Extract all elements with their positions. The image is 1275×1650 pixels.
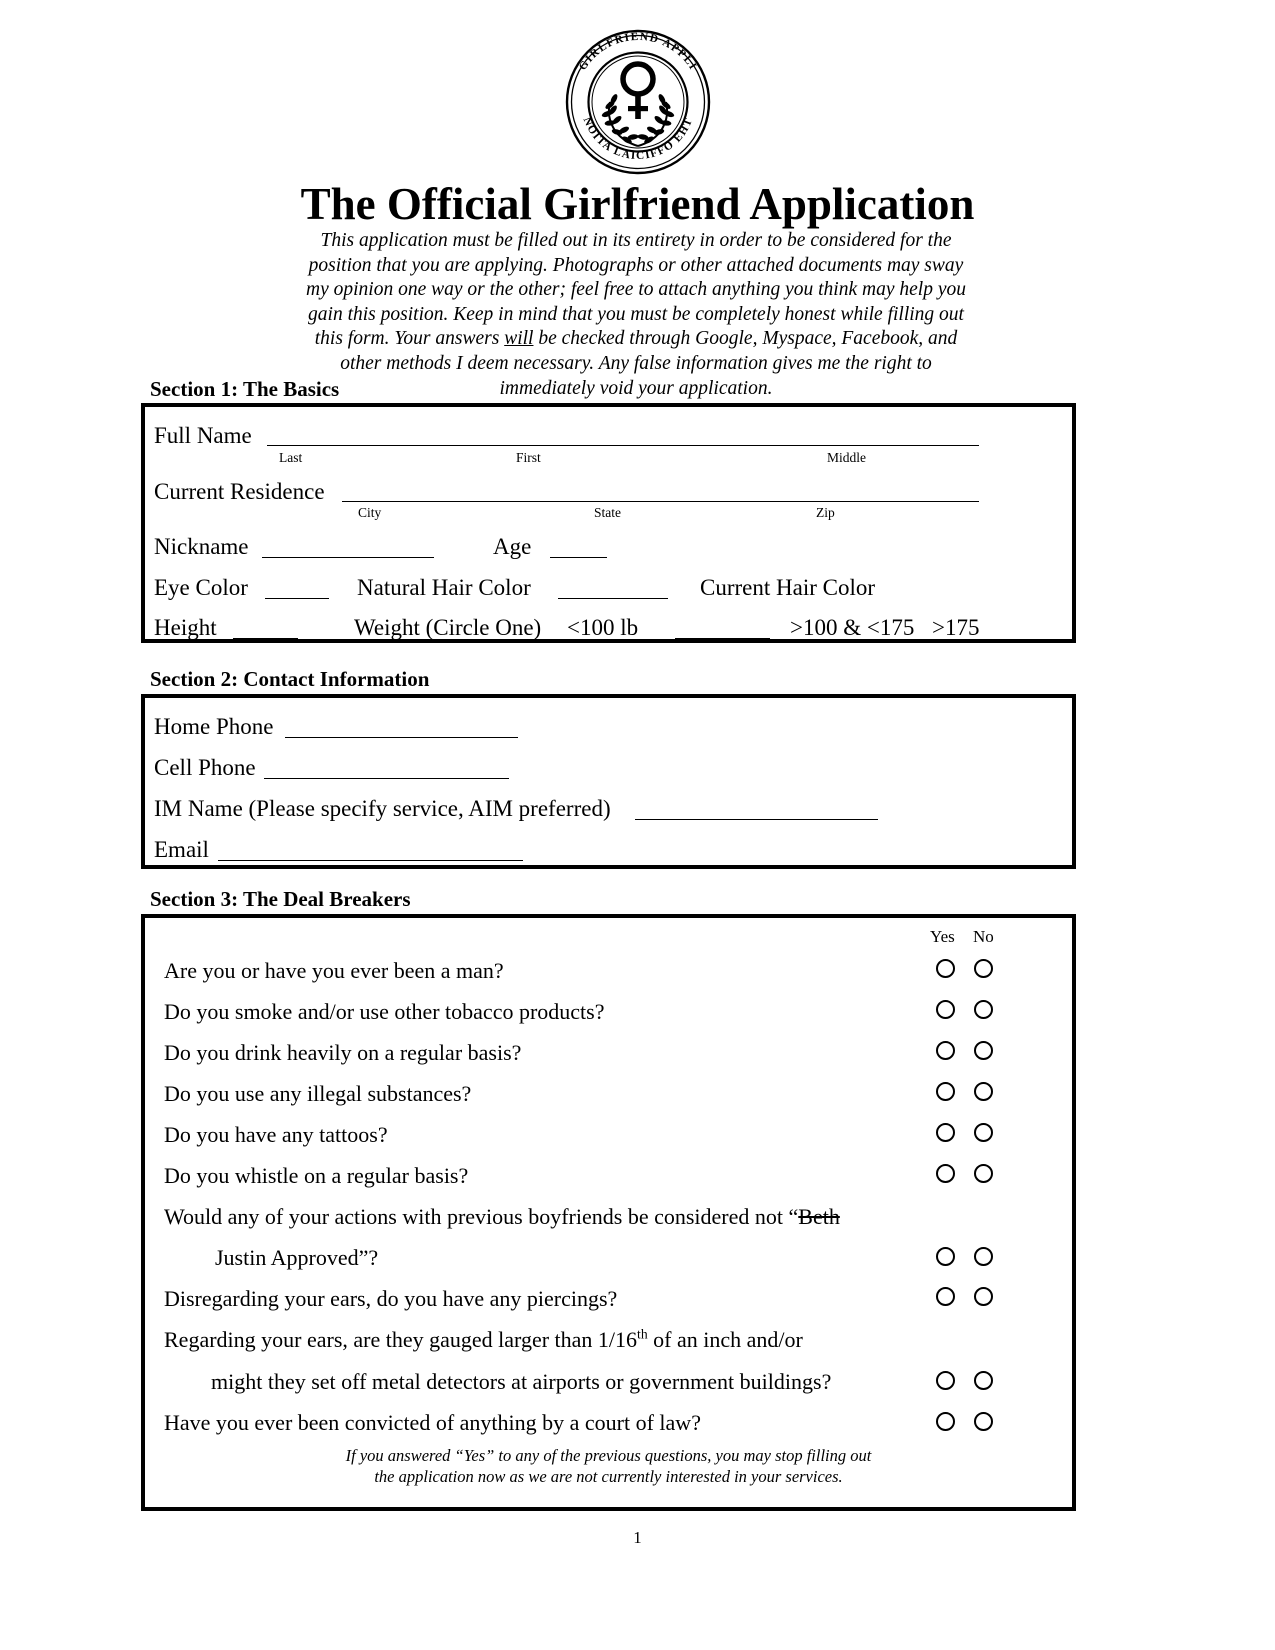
residence-sublabel-zip: Zip <box>816 505 835 520</box>
gauged-ears-text-b: of an inch and/or <box>647 1327 803 1352</box>
radio-yes-been-a-man[interactable] <box>936 959 955 978</box>
current-hair-color-label: Current Hair Color <box>700 575 876 600</box>
gauged-ears-superscript: th <box>637 1326 648 1342</box>
question-label-drink-heavily: Do you drink heavily on a regular basis? <box>164 1040 522 1065</box>
question-label-piercings: Disregarding your ears, do you have any piercings? <box>164 1286 618 1311</box>
radio-no-tattoos[interactable] <box>974 1123 993 1142</box>
eye-color-label: Eye Color <box>154 575 248 600</box>
height-input-line[interactable] <box>233 638 298 639</box>
full-name-label: Full Name <box>154 423 252 448</box>
home-phone-label: Home Phone <box>154 714 274 739</box>
weight-blank-line[interactable] <box>675 638 770 639</box>
residence-sublabel-state: State <box>594 505 621 520</box>
im-name-input-line[interactable] <box>635 819 878 820</box>
weight-option-over-175[interactable]: >175 <box>932 615 980 640</box>
weight-label: Weight (Circle One) <box>354 615 542 640</box>
question-label-been-a-man: Are you or have you ever been a man? <box>164 958 504 983</box>
radio-no-whistle[interactable] <box>974 1164 993 1183</box>
column-header-yes: Yes <box>930 927 955 946</box>
question-label-justin-approved-line1 <box>164 1206 840 1228</box>
section-3-heading: Section 3: The Deal Breakers <box>150 887 411 911</box>
section-2-heading: Section 2: Contact Information <box>150 667 430 691</box>
email-label: Email <box>154 837 209 862</box>
justin-approved-struck-name: Beth <box>798 1204 840 1229</box>
age-label: Age <box>493 534 532 559</box>
weight-option-100-to-175[interactable]: >100 & <175 <box>790 615 915 640</box>
question-label-smoke-tobacco: Do you smoke and/or use other tobacco products? <box>164 999 605 1024</box>
full-name-sublabel-middle: Middle <box>827 450 866 465</box>
official-girlfriend-application-seal-icon <box>558 22 718 182</box>
intro-emphasis-will: will <box>504 328 534 350</box>
svg-text:NOITA LAICIFFO EHT: NOITA LAICIFFO EHT <box>580 115 695 163</box>
radio-no-convicted[interactable] <box>974 1412 993 1431</box>
height-label: Height <box>154 615 217 640</box>
question-label-gauged-ears-line1 <box>164 1326 803 1352</box>
current-residence-input-line[interactable] <box>342 501 979 502</box>
radio-no-been-a-man[interactable] <box>974 959 993 978</box>
radio-yes-justin-approved[interactable] <box>936 1247 955 1266</box>
full-name-sublabel-last: Last <box>279 450 303 465</box>
intro-text-part1: This application must be filled out in its entirety in order to be considered for the position that you are applying. Photographs or other attached documents may sway my opinion one way or the other; feel free to attach anything you think may help you gain this position. Keep in mind that you must be completely honest while filling out this form. Your answers <box>306 230 966 350</box>
radio-no-piercings[interactable] <box>974 1287 993 1306</box>
full-name-sublabel-first: First <box>516 450 541 465</box>
natural-hair-color-label: Natural Hair Color <box>357 575 531 600</box>
question-label-gauged-ears-line2: might they set off metal detectors at airports or government buildings? <box>211 1369 832 1394</box>
section-2-box <box>141 694 1076 869</box>
current-residence-label: Current Residence <box>154 479 325 504</box>
intro-text-part2: be checked through Google, Myspace, Facebook, and other methods I deem necessary. Any false information gives me the right to immediately void your application. <box>340 328 958 399</box>
section-3-box <box>141 914 1076 1511</box>
radio-no-smoke-tobacco[interactable] <box>974 1000 993 1019</box>
section-1-box <box>141 403 1076 643</box>
section-3-footnote-line1: If you answered “Yes” to any of the previous questions, you may stop filling out <box>345 1446 872 1465</box>
radio-yes-illegal-substances[interactable] <box>936 1082 955 1101</box>
weight-option-under-100[interactable]: <100 lb <box>567 615 639 640</box>
radio-yes-piercings[interactable] <box>936 1287 955 1306</box>
section-1-heading: Section 1: The Basics <box>150 377 340 401</box>
intro-paragraph <box>300 229 972 401</box>
radio-yes-smoke-tobacco[interactable] <box>936 1000 955 1019</box>
natural-hair-color-input-line[interactable] <box>558 598 668 599</box>
question-label-convicted: Have you ever been convicted of anything by a court of law? <box>164 1410 701 1435</box>
home-phone-input-line[interactable] <box>285 737 518 738</box>
age-input-line[interactable] <box>550 557 607 558</box>
cell-phone-input-line[interactable] <box>264 778 509 779</box>
justin-approved-text-before: Would any of your actions with previous boyfriends be considered not “ <box>164 1204 799 1229</box>
im-name-label: IM Name (Please specify service, AIM preferred) <box>154 796 611 821</box>
radio-no-gauged-ears[interactable] <box>974 1371 993 1390</box>
residence-sublabel-city: City <box>358 505 382 520</box>
question-label-illegal-substances: Do you use any illegal substances? <box>164 1081 472 1106</box>
section-3-footnote-line2: the application now as we are not currently interested in your services. <box>374 1467 843 1486</box>
radio-no-drink-heavily[interactable] <box>974 1041 993 1060</box>
radio-yes-whistle[interactable] <box>936 1164 955 1183</box>
email-input-line[interactable] <box>218 860 523 861</box>
full-name-input-line[interactable] <box>267 445 979 446</box>
radio-yes-gauged-ears[interactable] <box>936 1371 955 1390</box>
seal-container <box>0 22 1275 182</box>
cell-phone-label: Cell Phone <box>154 755 256 780</box>
radio-yes-convicted[interactable] <box>936 1412 955 1431</box>
question-label-justin-approved-line2: Justin Approved”? <box>215 1245 379 1270</box>
svg-text:GIRLFRIEND APPLI: GIRLFRIEND APPLI <box>576 30 699 73</box>
radio-no-justin-approved[interactable] <box>974 1247 993 1266</box>
page-number: 1 <box>633 1528 642 1547</box>
nickname-input-line[interactable] <box>262 557 434 558</box>
question-label-tattoos: Do you have any tattoos? <box>164 1122 388 1147</box>
question-label-whistle: Do you whistle on a regular basis? <box>164 1163 469 1188</box>
gauged-ears-text-a: Regarding your ears, are they gauged larger than 1/16 <box>164 1327 638 1352</box>
nickname-label: Nickname <box>154 534 249 559</box>
eye-color-input-line[interactable] <box>265 598 329 599</box>
radio-no-illegal-substances[interactable] <box>974 1082 993 1101</box>
radio-yes-drink-heavily[interactable] <box>936 1041 955 1060</box>
column-header-no: No <box>973 927 994 946</box>
radio-yes-tattoos[interactable] <box>936 1123 955 1142</box>
page-title: The Official Girlfriend Application <box>300 179 975 229</box>
